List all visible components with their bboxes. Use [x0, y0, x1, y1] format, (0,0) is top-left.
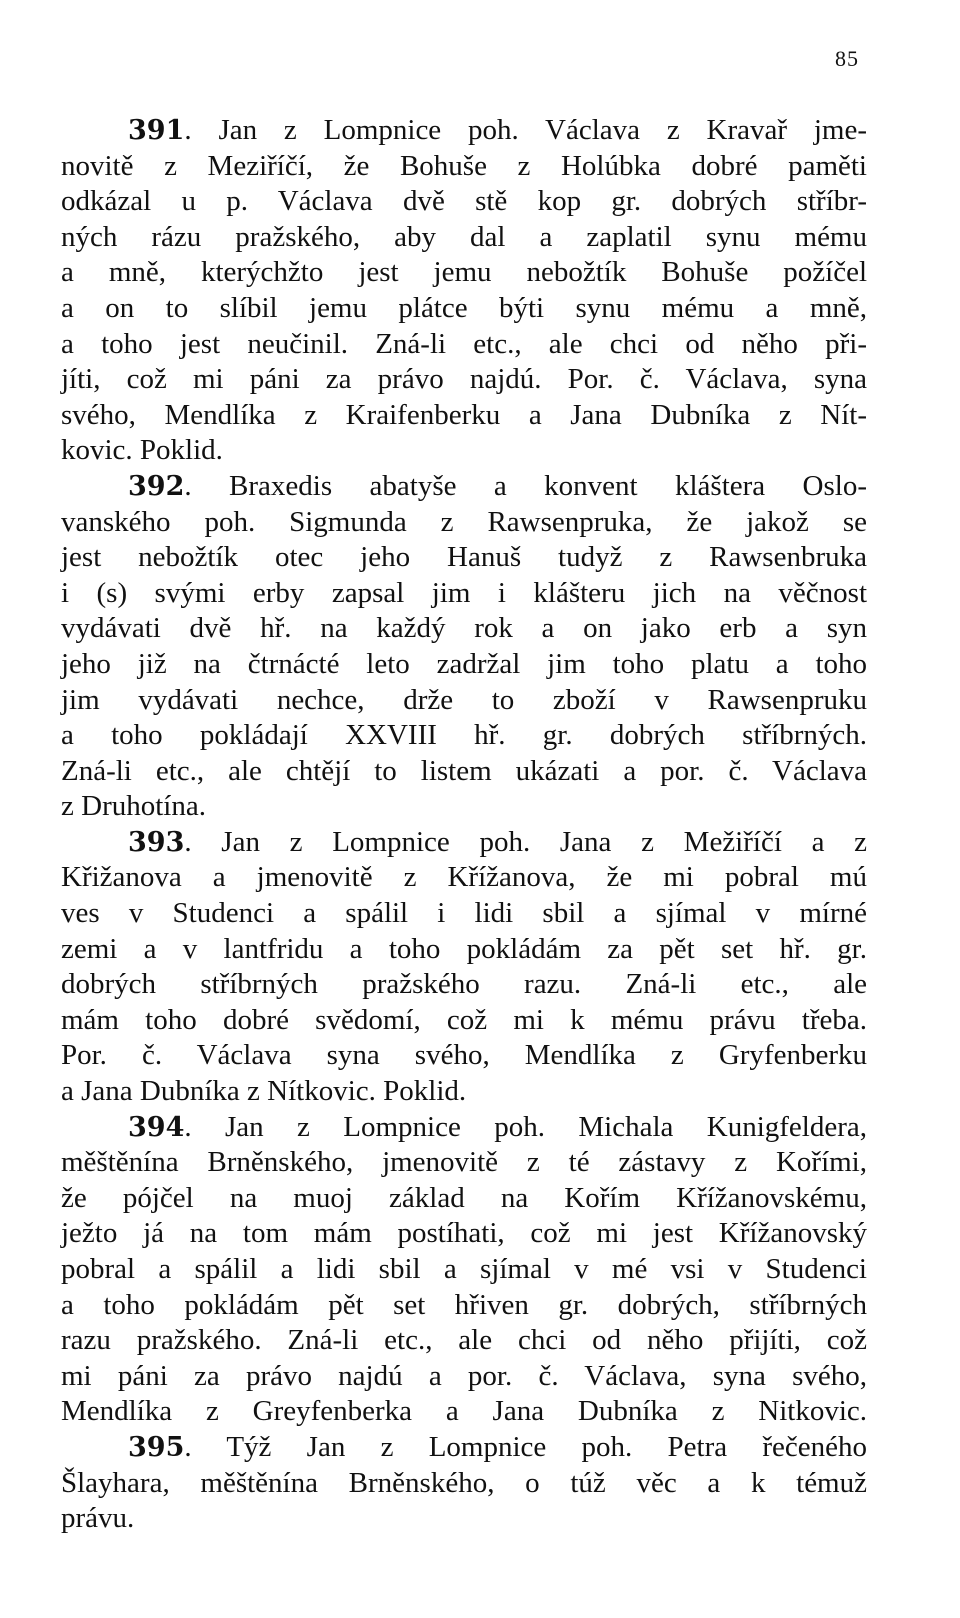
text-line: . Jan z Lompnice poh. Jana z Mežiříčí a z — [184, 825, 867, 858]
text-line: . Jan z Lompnice poh. Michala Kunigfeldera, — [184, 1110, 867, 1143]
text-line: Por. č. Václava syna svého, Mendlíka z Gryfenberku — [61, 1039, 867, 1072]
text-line: a mně, kterýchžto jest jemu nebožtík Bohuše požíčel — [61, 256, 867, 289]
text-line: a toho pokládám pět set hřiven gr. dobrých, stříbrných — [61, 1288, 867, 1321]
text-line: Mendlíka z Greyfenberka a Jana Dubníka z Nitkovic. — [61, 1395, 867, 1428]
text-line: vanského poh. Sigmunda z Rawsenpruka, že jakož se — [61, 505, 867, 538]
text-line: jim vydávati nechce, drže to zboží v Rawsenpruku — [61, 683, 867, 716]
entry-number: 395 — [128, 1431, 185, 1463]
text-line: Křižanova a jmenovitě z Křížanova, že mi pobral mú — [61, 861, 867, 894]
entry-391 — [61, 113, 867, 469]
text-line: . Jan z Lompnice poh. Václava z Kravař jme- — [184, 114, 867, 146]
text-line: jest nebožtík otec jeho Hanuš tudyž z Rawsenbruka — [61, 541, 867, 574]
text-line: právu. — [61, 1502, 135, 1535]
text-line: a Jana Dubníka z Nítkovic. Poklid. — [61, 1075, 467, 1108]
text-line: pobral a spálil a lidi sbil a sjímal v mé vsi v Studenci — [61, 1253, 867, 1285]
text-line: dobrých stříbrných pražského razu. Zná-li etc., ale — [61, 968, 867, 1001]
text-line: zemi a v lantfridu a toho pokládám za pět set hř. gr. — [61, 932, 867, 965]
text-line: . Braxedis abatyše a konvent kláštera Oslo- — [184, 469, 867, 502]
text-line: razu pražského. Zná-li etc., ale chci od něho přijíti, což — [61, 1324, 867, 1357]
text-line: a on to slíbil jemu plátce býti synu mému a mně, — [61, 291, 867, 324]
text-line: vydávati dvě hř. na každý rok a on jako erb a syn — [61, 612, 867, 645]
entry-first-line — [61, 825, 867, 861]
text-line: kovic. Poklid. — [61, 434, 223, 467]
text-line: jeho již na čtrnácté leto zadržal jim toho platu a toho — [61, 647, 867, 680]
text-line: i (s) svými erby zapsal jim i klášteru jich na věčnost — [61, 576, 867, 609]
entry-number: 394 — [128, 1111, 185, 1143]
entry-number: 392 — [128, 470, 185, 502]
entry-first-line — [61, 1110, 867, 1146]
entry-395 — [61, 1430, 867, 1537]
entry-first-line — [61, 113, 867, 149]
text-line: měštěnína Brněnského, jmenovitě z té zástavy z Kořími, — [61, 1146, 867, 1179]
text-line: z Druhotína. — [61, 790, 206, 823]
entry-392 — [61, 469, 867, 825]
text-line: . Týž Jan z Lompnice poh. Petra řečeného — [184, 1430, 867, 1463]
text-line: že pójčel na muoj základ na Kořím Křížanovskému, — [61, 1181, 867, 1214]
text-line: svého, Mendlíka z Kraifenberku a Jana Dubníka z Nít- — [61, 398, 867, 431]
text-line: ježto já na tom mám postíhati, což mi jest Křížanovský — [61, 1217, 867, 1250]
text-line: Zná-li etc., ale chtějí to listem ukázati a por. č. Václava — [61, 754, 867, 787]
text-line: a toho pokládají XXVIII hř. gr. dobrých stříbrných. — [61, 719, 867, 752]
entry-first-line — [61, 469, 867, 505]
page-number: 85 — [835, 46, 859, 71]
text-line: jíti, což mi páni za právo najdú. Por. č. Václava, syna — [61, 363, 867, 396]
text-line: mám toho dobré svědomí, což mi k mému právu třeba. — [61, 1003, 867, 1036]
entry-first-line — [61, 1430, 867, 1466]
text-line: a toho jest neučinil. Zná-li etc., ale chci od něho při- — [61, 327, 867, 360]
document-body — [61, 113, 867, 1537]
text-line: ných rázu pražského, aby dal a zaplatil synu mému — [61, 220, 867, 253]
text-line: mi páni za právo najdú a por. č. Václava, syna svého, — [61, 1359, 867, 1392]
entry-number: 393 — [128, 826, 185, 858]
entry-number: 391 — [128, 115, 185, 146]
entry-394 — [61, 1110, 867, 1430]
text-line: ves v Studenci a spálil i lidi sbil a sjímal v mírné — [61, 897, 867, 930]
entry-393 — [61, 825, 867, 1110]
text-line: novitě z Meziříčí, že Bohuše z Holúbka dobré paměti — [61, 149, 867, 182]
text-line: Šlayhara, měštěnína Brněnského, o túž věc a k témuž — [61, 1466, 867, 1499]
text-line: odkázal u p. Václava dvě stě kop gr. dobrých stříbr- — [61, 185, 867, 218]
